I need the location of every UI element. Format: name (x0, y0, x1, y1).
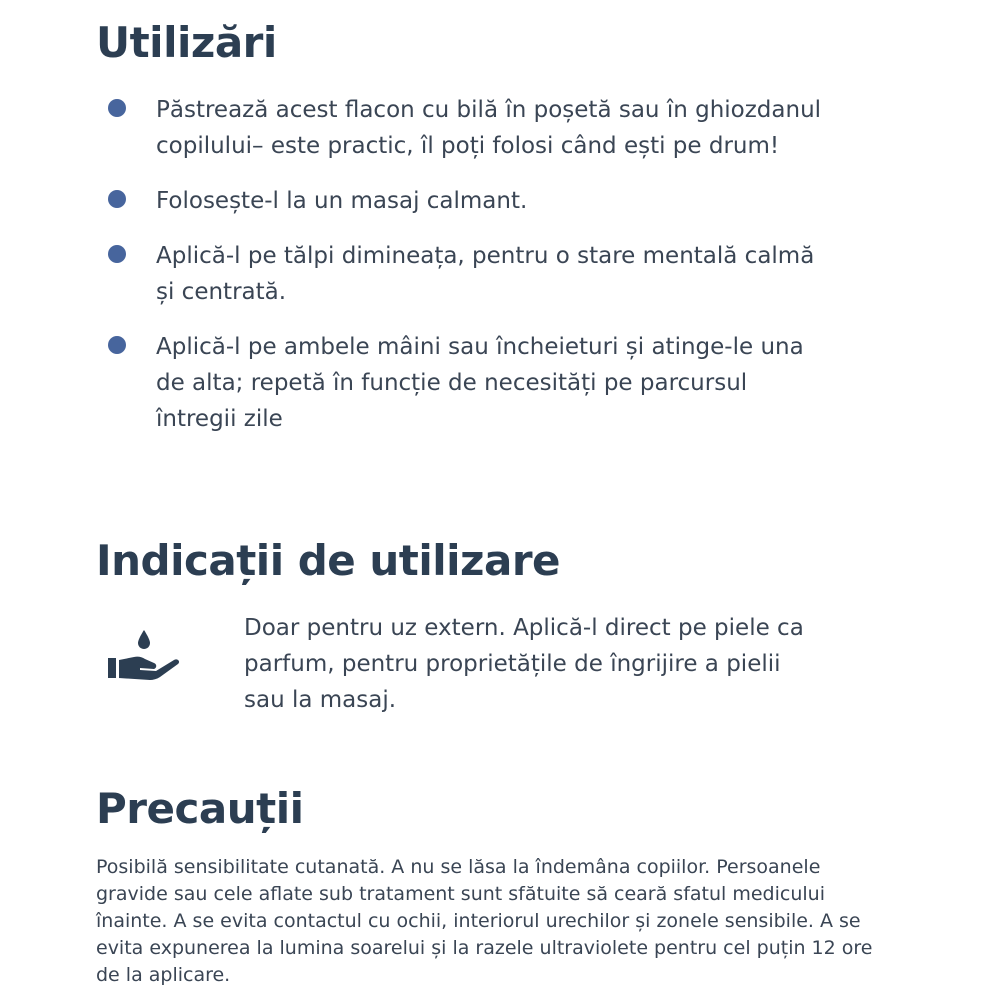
usage-list (108, 92, 828, 437)
hand-drop-icon (104, 624, 182, 684)
list-item-text: Aplică-l pe tălpi dimineața, pentru o stare mentală calmă și centrată. (156, 243, 815, 305)
bullet-icon (108, 190, 126, 208)
list-item-text: Păstrează acest flacon cu bilă în poșetă sau în ghiozdanul copilului– este practic, îl poți folosi când ești pe drum! (156, 97, 822, 159)
list-item (108, 329, 828, 437)
list-item-text: Folosește-l la un masaj calmant. (156, 188, 528, 214)
indications-text: Doar pentru uz extern. Aplică-l direct pe piele ca parfum, pentru proprietățile de îngrijire a pielii sau la masaj. (244, 615, 804, 713)
bullet-icon (108, 245, 126, 263)
usage-title: Utilizări (96, 18, 277, 67)
precautions-title: Precauții (96, 784, 304, 833)
list-item (108, 183, 828, 219)
precautions-text: Posibilă sensibilitate cutanată. A nu se lăsa la îndemâna copiilor. Persoanele gravide sau cele aflate sub tratament sunt sfătuite să ceară sfatul medicului înainte. A se evita contactul cu ochii, interiorul urechilor și zonele sensibile. A se evita expunerea la lumina soarelui și la razele ultraviolete pentru cel puțin 12 ore de la aplicare. (96, 856, 873, 986)
bullet-icon (108, 336, 126, 354)
list-item (108, 92, 828, 164)
list-item-text: Aplică-l pe ambele mâini sau încheieturi și atinge-le una de alta; repetă în funcție de necesități pe parcursul întregii zile (156, 334, 804, 432)
indications-title: Indicații de utilizare (96, 536, 561, 585)
list-item (108, 238, 828, 310)
bullet-icon (108, 99, 126, 117)
